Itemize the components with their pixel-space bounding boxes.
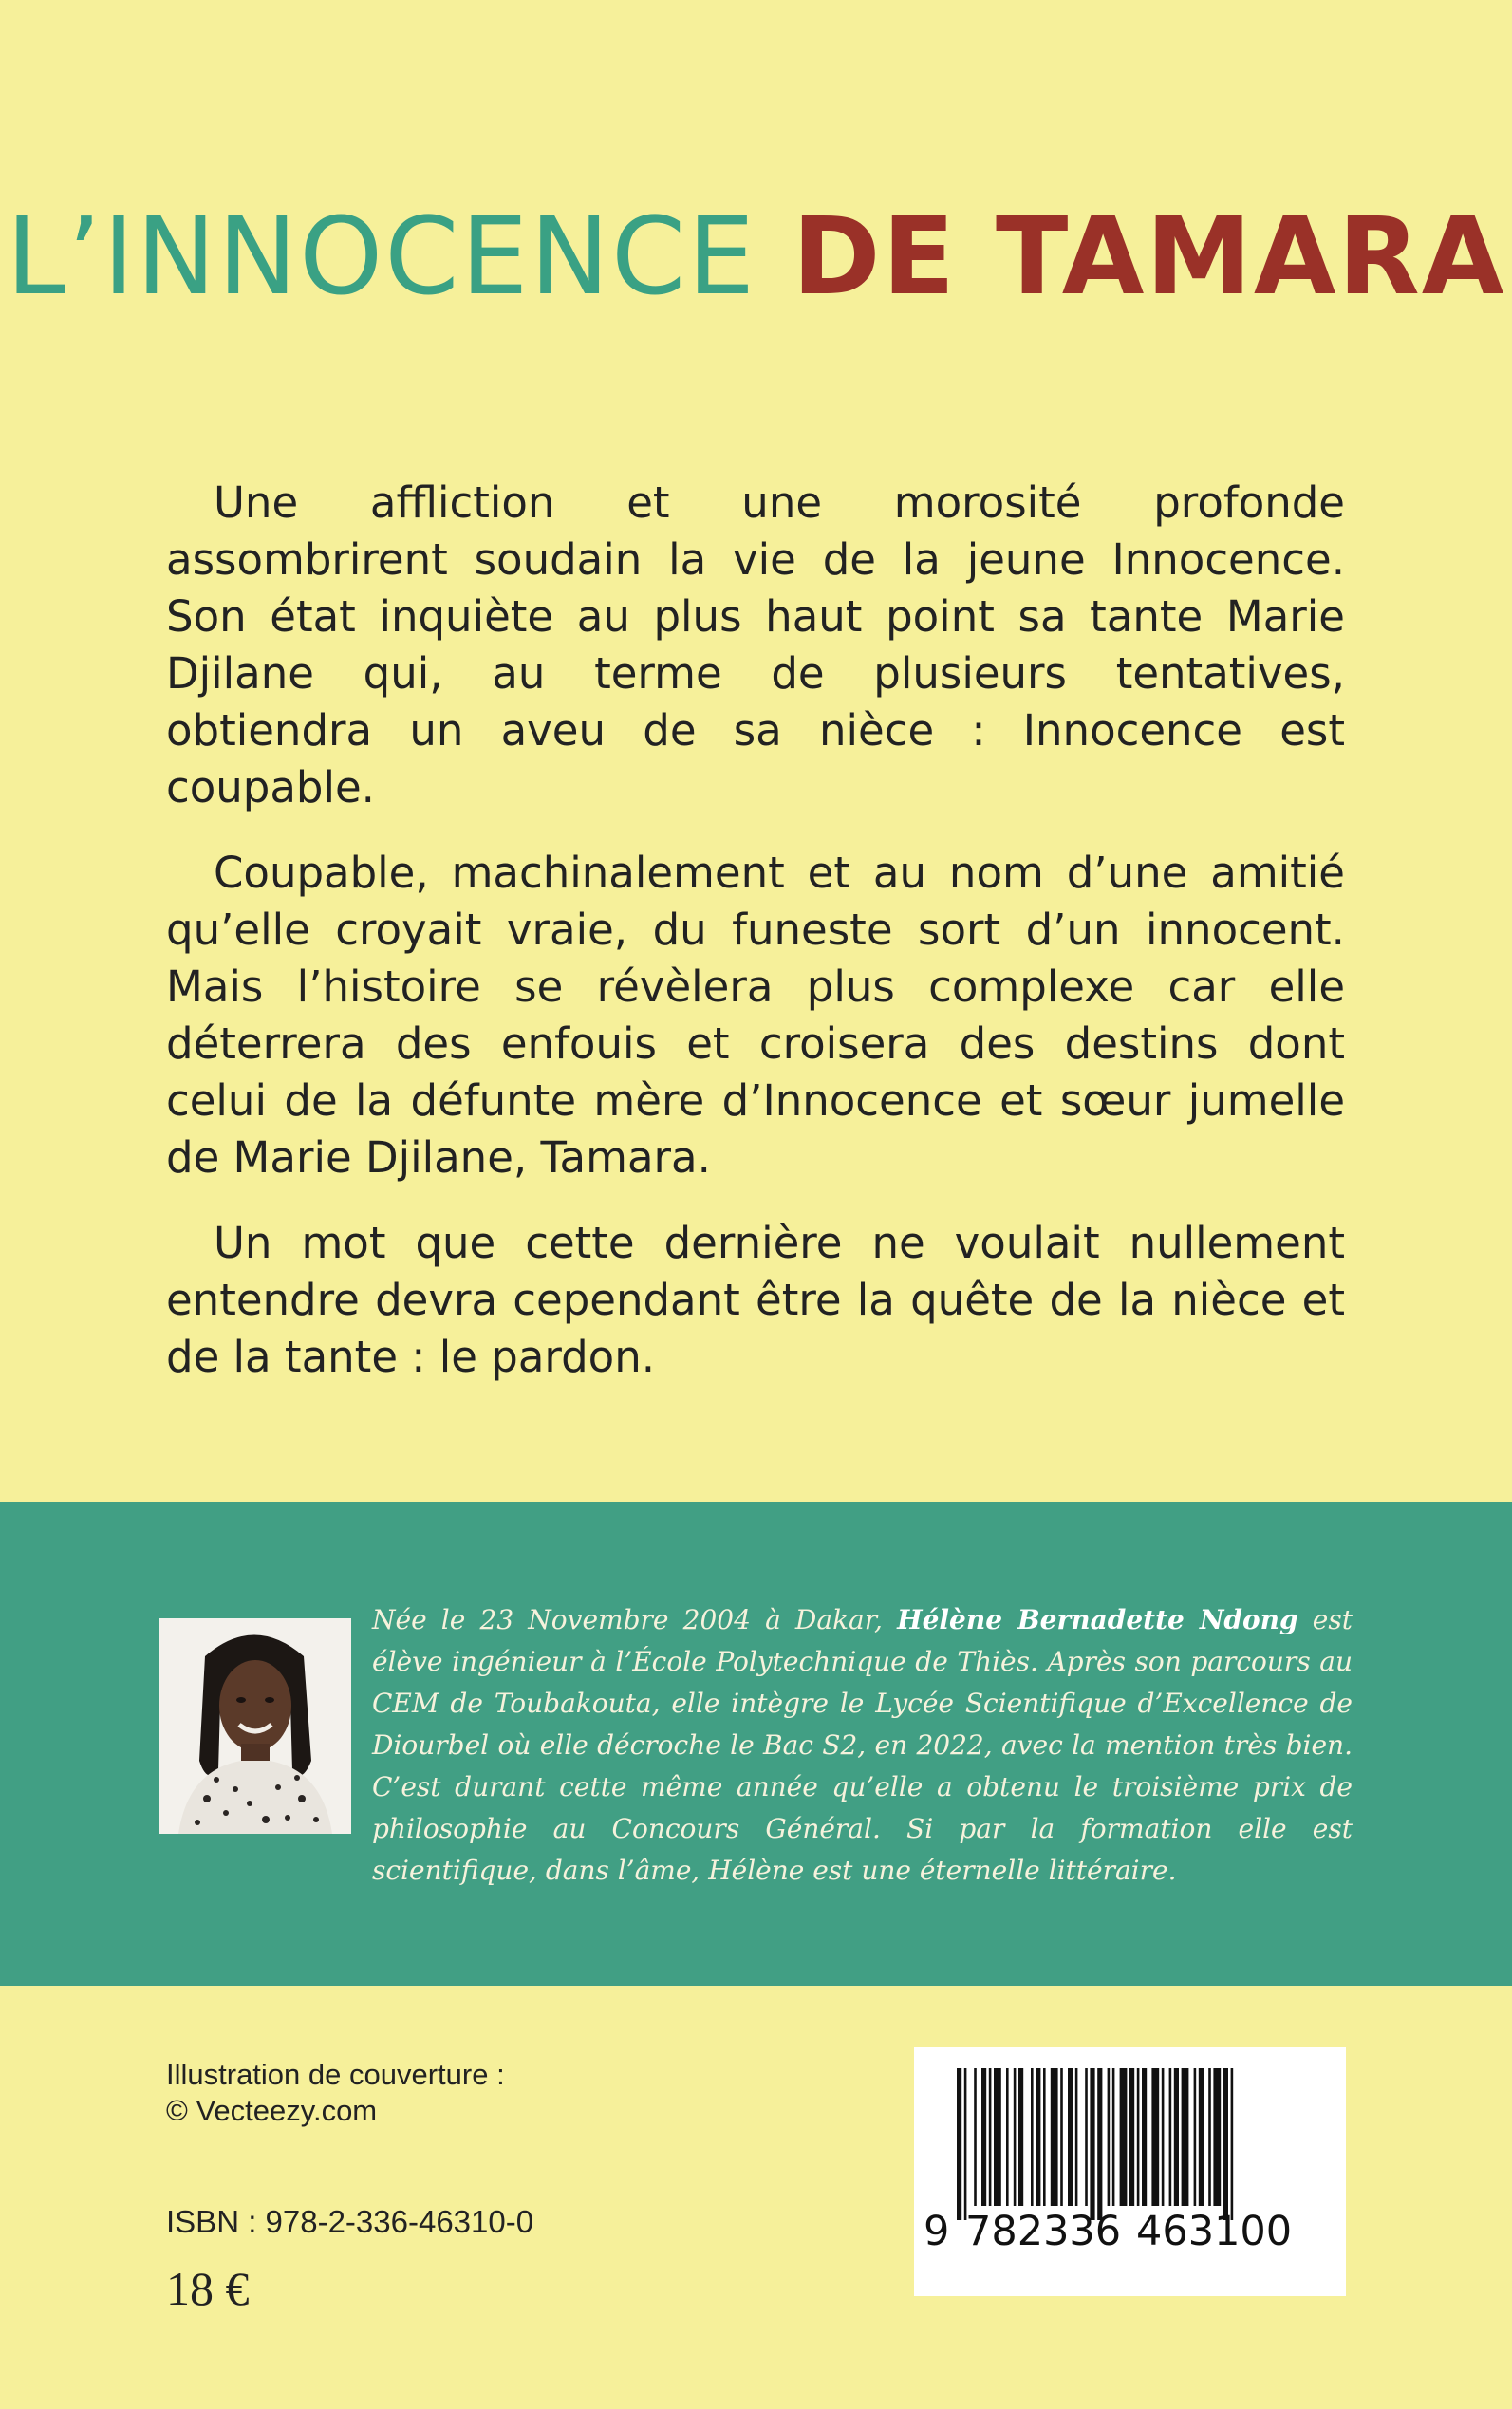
barcode-bar: [974, 2068, 977, 2206]
bio-body: est élève ingénieur à l’École Polytechnique de Thiès. Après son parcours au CEM de Toubakouta, elle intègre le Lycée Scientifique d’Excellence de Diourbel où elle décroche le Bac S2, en 2022, avec la mention très bien. C’est durant cette même année qu’elle a obtenu le troisième prix de philosophie au Concours Général. Si par la formation elle est scientifique, dans l’âme, Hélène est une éternelle littéraire.: [372, 1604, 1353, 1886]
barcode-bar: [1194, 2068, 1197, 2206]
title-part-tamara: DE TAMARA: [792, 196, 1506, 319]
cover-credit: [166, 2057, 505, 2129]
blurb-paragraph: Une affliction et une morosité profonde assombrirent soudain la vie de la jeune Innocence. Son état inquiète au plus haut point sa tante Marie Djilane qui, au terme de plusieurs tentatives, obtiendra un aveu de sa nièce : Innocence est coupable.: [166, 477, 1345, 812]
barcode-bar: [1068, 2068, 1073, 2206]
barcode-bar: [1182, 2068, 1189, 2206]
barcode-bar: [1060, 2068, 1063, 2206]
barcode-bar: [989, 2068, 992, 2206]
barcode-bar: [994, 2068, 1001, 2206]
isbn-text: ISBN : 978-2-336-46310-0: [166, 2204, 534, 2239]
barcode-bar: [1162, 2068, 1165, 2206]
barcode-bar: [957, 2068, 961, 2220]
back-cover-blurb: [166, 475, 1345, 1414]
author-name: Hélène Bernadette Ndong: [897, 1604, 1298, 1635]
blurb-paragraph: Un mot que cette dernière ne voulait nullement entendre devra cependant être la quête de la nièce et de la tante : le pardon.: [166, 1218, 1345, 1382]
barcode-bar: [981, 2068, 986, 2206]
barcode-bar: [1031, 2068, 1034, 2206]
barcode-bar: [1075, 2068, 1078, 2206]
barcode-bar: [1018, 2068, 1023, 2206]
barcode-bar: [1142, 2068, 1147, 2206]
barcode-bar: [1097, 2068, 1102, 2220]
barcode-bar: [1208, 2068, 1211, 2206]
barcode-bar: [1120, 2068, 1128, 2206]
barcode-bar: [1112, 2068, 1115, 2206]
barcode-bar: [1129, 2068, 1134, 2206]
credit-source: © Vecteezy.com: [166, 2094, 378, 2127]
barcode: [914, 2047, 1346, 2296]
price-text: 18 €: [166, 2262, 250, 2315]
author-photo: [159, 1618, 351, 1834]
barcode-bar: [1213, 2068, 1221, 2206]
barcode-bar: [1169, 2068, 1172, 2206]
barcode-digit-group: 9: [924, 2208, 950, 2255]
title-part-innocence: L’INNOCENCE: [6, 196, 756, 319]
barcode-bar: [1174, 2068, 1179, 2206]
barcode-bar: [1137, 2068, 1140, 2206]
barcode-digit-group: 782336: [965, 2208, 1122, 2255]
barcode-bar: [1108, 2068, 1111, 2206]
barcode-bar: [1085, 2068, 1088, 2206]
book-title: [0, 196, 1512, 319]
author-biography: [372, 1599, 1353, 1892]
barcode-bar: [1199, 2068, 1204, 2206]
barcode-bar: [1090, 2068, 1094, 2220]
barcode-digit-group: 463100: [1136, 2208, 1293, 2255]
barcode-bar: [1043, 2068, 1046, 2206]
barcode-bar: [1006, 2068, 1009, 2206]
barcode-bar: [1231, 2068, 1234, 2220]
barcode-bar: [1151, 2068, 1159, 2206]
barcode-bar: [1036, 2068, 1040, 2206]
barcode-bar: [1014, 2068, 1017, 2206]
bio-intro: Née le 23 Novembre 2004 à Dakar,: [372, 1604, 898, 1635]
credit-label: Illustration de couverture :: [166, 2058, 505, 2091]
blurb-paragraph: Coupable, machinalement et au nom d’une amitié qu’elle croyait vraie, du funeste sort d’un innocent. Mais l’histoire se révèlera plus complexe car elle déterrera des enfouis et croisera des destins dont celui de la défunte mère d’Innocence et sœur jumelle de Marie Djilane, Tamara.: [166, 848, 1345, 1183]
barcode-bar: [1051, 2068, 1058, 2206]
barcode-bar: [1223, 2068, 1228, 2220]
barcode-bars: [914, 2047, 1346, 2296]
barcode-bar: [964, 2068, 967, 2220]
